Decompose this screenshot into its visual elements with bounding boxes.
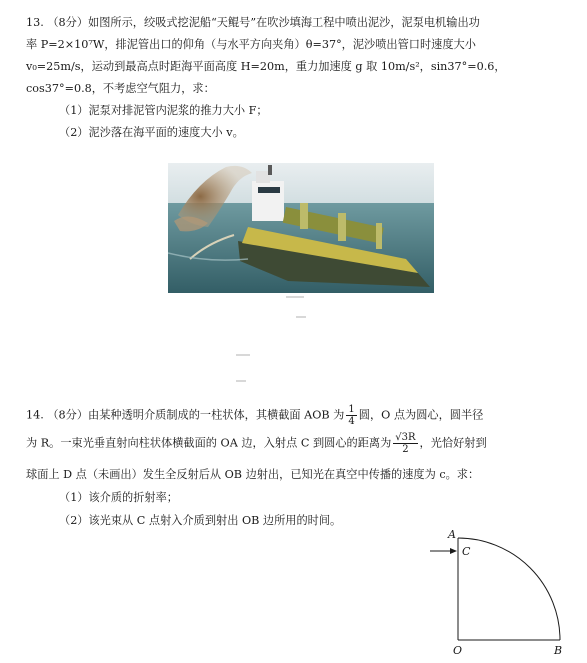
faint-mark bbox=[236, 354, 250, 356]
dredger-ship-photo bbox=[168, 163, 434, 293]
label-O: O bbox=[453, 644, 463, 657]
q14-subquestion-2: （2）该光束从 C 点射入介质到射出 OB 边所用的时间。 bbox=[59, 514, 342, 527]
fraction-numerator: √3R bbox=[395, 432, 416, 443]
q14-line-1-text-b: 圆，O 点为圆心，圆半径 bbox=[358, 408, 484, 422]
q13-line-3: v₀=25m/s，运动到最高点时距海平面高度 H=20m，重力加速度 g 取 10m/s²，sin37°=0.6， bbox=[26, 60, 506, 73]
q14-line-2 bbox=[26, 432, 487, 455]
arc-AB bbox=[458, 538, 560, 640]
fraction-sqrt3r-over-2 bbox=[393, 432, 417, 455]
label-A: A bbox=[448, 528, 456, 541]
q13-subquestion-1: （1）泥泵对排泥管内泥浆的推力大小 F； bbox=[59, 104, 268, 117]
q13-subquestion-2: （2）泥沙落在海平面的速度大小 v。 bbox=[59, 126, 244, 139]
q14-line-2-text-a: 为 R。一束光垂直射向柱状体横截面的 OA 边，入射点 C 到圆心的距离为 bbox=[26, 436, 392, 450]
q14-line-3: 球面上 D 点（未画出）发生全反射后从 OB 边射出，已知光在真空中传播的速度为 c。求： bbox=[26, 468, 480, 481]
fraction-denominator: 2 bbox=[402, 444, 409, 455]
q14-line-1-text-a: 14. （8分）由某种透明介质制成的一柱状体，其横截面 AOB 为 bbox=[26, 408, 345, 422]
faint-mark bbox=[236, 380, 246, 382]
q14-line-2-text-b: ，光恰好射到 bbox=[419, 436, 487, 450]
fraction-one-quarter bbox=[346, 404, 356, 427]
fraction-denominator: 4 bbox=[348, 416, 355, 427]
faint-mark bbox=[296, 316, 306, 318]
label-B: B bbox=[554, 644, 563, 657]
q13-line-2: 率 P=2×10⁷W，排泥管出口的仰角（与水平方向夹角）θ=37°，泥沙喷出管口时速度大小 bbox=[26, 38, 476, 51]
q14-subquestion-1: （1）该介质的折射率； bbox=[59, 491, 178, 504]
faint-mark bbox=[286, 296, 304, 298]
q14-line-1 bbox=[26, 404, 483, 427]
quarter-circle-diagram bbox=[420, 528, 580, 660]
fraction-numerator: 1 bbox=[348, 404, 355, 415]
q13-line-1: 13. （8分）如图所示，绞吸式挖泥船“天鲲号”在吹沙填海工程中喷出泥沙，泥泵电机输出功 bbox=[26, 16, 480, 29]
label-C: C bbox=[462, 545, 471, 558]
q13-line-4: cos37°=0.8，不考虑空气阻力，求： bbox=[26, 82, 215, 95]
arrow-icon bbox=[450, 548, 457, 554]
